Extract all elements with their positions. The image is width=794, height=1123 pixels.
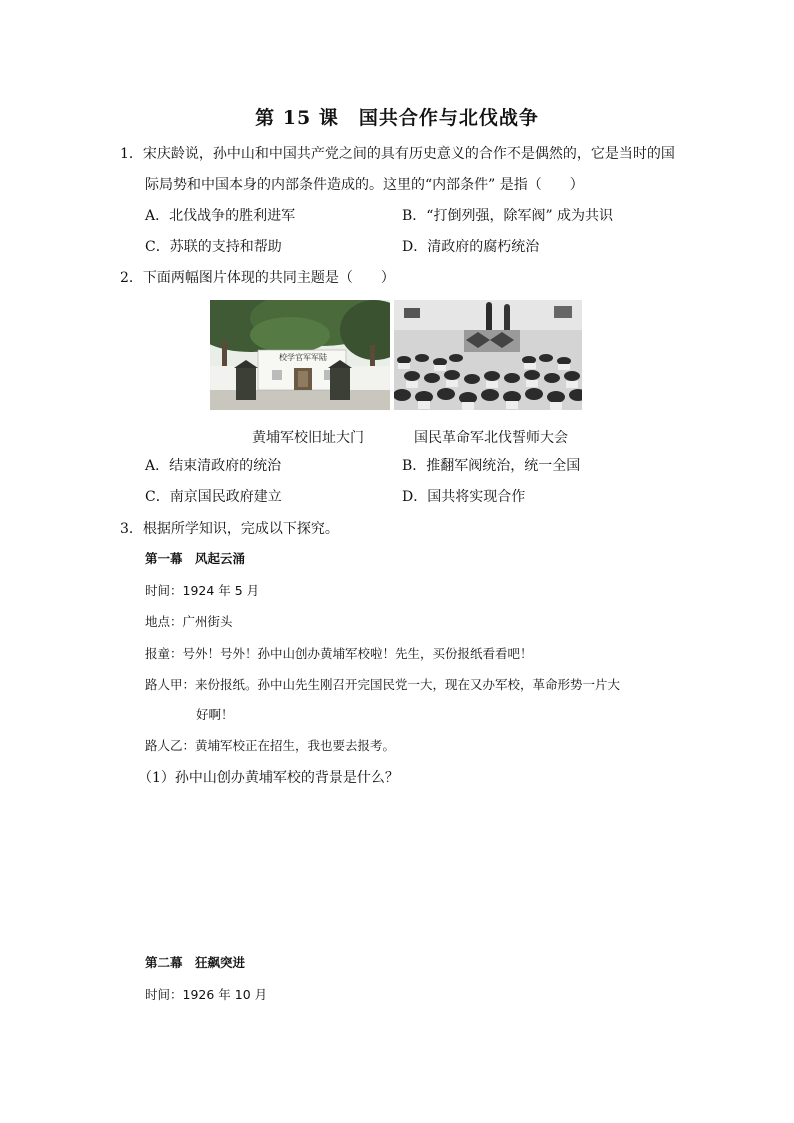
q1-option-c[interactable]: C．苏联的支持和帮助 [145, 239, 282, 255]
q1-option-d[interactable]: D．清政府的腐朽统治 [402, 239, 540, 255]
act1-passerby-a-line2: 好啊！ [196, 707, 234, 722]
q1-option-a[interactable]: A．北伐战争的胜利进军 [145, 208, 296, 224]
q2-option-c[interactable]: C．南京国民政府建立 [145, 489, 282, 505]
rally-illustration [394, 300, 582, 410]
q1-stem-line1: 1．宋庆龄说，孙中山和中国共产党之间的具有历史意义的合作不是偶然的，它是当时的国 [120, 146, 675, 162]
act1-passerby-b-line: 路人乙：黄埔军校正在招生，我也要去报考。 [145, 738, 396, 753]
q2-option-a[interactable]: A．结束清政府的统治 [145, 458, 282, 474]
act1-passerby-a-line1: 路人甲：来份报纸。孙中山先生刚召开完国民党一大，现在又办军校，革命形势一片大 [145, 677, 621, 692]
page-title: 第 15 课 国共合作与北伐战争 [255, 107, 539, 129]
gate-sign-text: 校学官军军陆 [279, 353, 327, 362]
q2-option-d[interactable]: D．国共将实现合作 [402, 489, 526, 505]
act1-place: 地点：广州街头 [145, 614, 233, 629]
q3-stem: 3．根据所学知识，完成以下探究。 [120, 521, 339, 537]
whampoa-gate-illustration [210, 300, 390, 410]
q3-sub1: （1）孙中山创办黄埔军校的背景是什么？ [138, 770, 399, 786]
whampoa-gate-photo [210, 300, 390, 410]
northern-expedition-rally-photo [394, 300, 582, 410]
act2-heading: 第二幕 狂飙突进 [145, 955, 246, 970]
q1-stem-line2: 际局势和中国本身的内部条件造成的。这里的“内部条件” 是指（ ） [145, 177, 584, 193]
act1-time: 时间：1924 年 5 月 [145, 583, 260, 598]
photo1-caption: 黄埔军校旧址大门 [252, 430, 364, 446]
q2-option-b[interactable]: B．推翻军阀统治，统一全国 [402, 458, 581, 474]
photo2-caption: 国民革命军北伐誓师大会 [414, 430, 568, 446]
act1-heading: 第一幕 风起云涌 [145, 551, 246, 566]
q1-option-b[interactable]: B．“打倒列强，除军阀” 成为共识 [402, 208, 614, 224]
act1-newsboy-line: 报童：号外！号外！孙中山创办黄埔军校啦！先生，买份报纸看看吧！ [145, 646, 533, 661]
q2-stem: 2．下面两幅图片体现的共同主题是（ ） [120, 270, 395, 286]
act2-time: 时间：1926 年 10 月 [145, 987, 268, 1002]
